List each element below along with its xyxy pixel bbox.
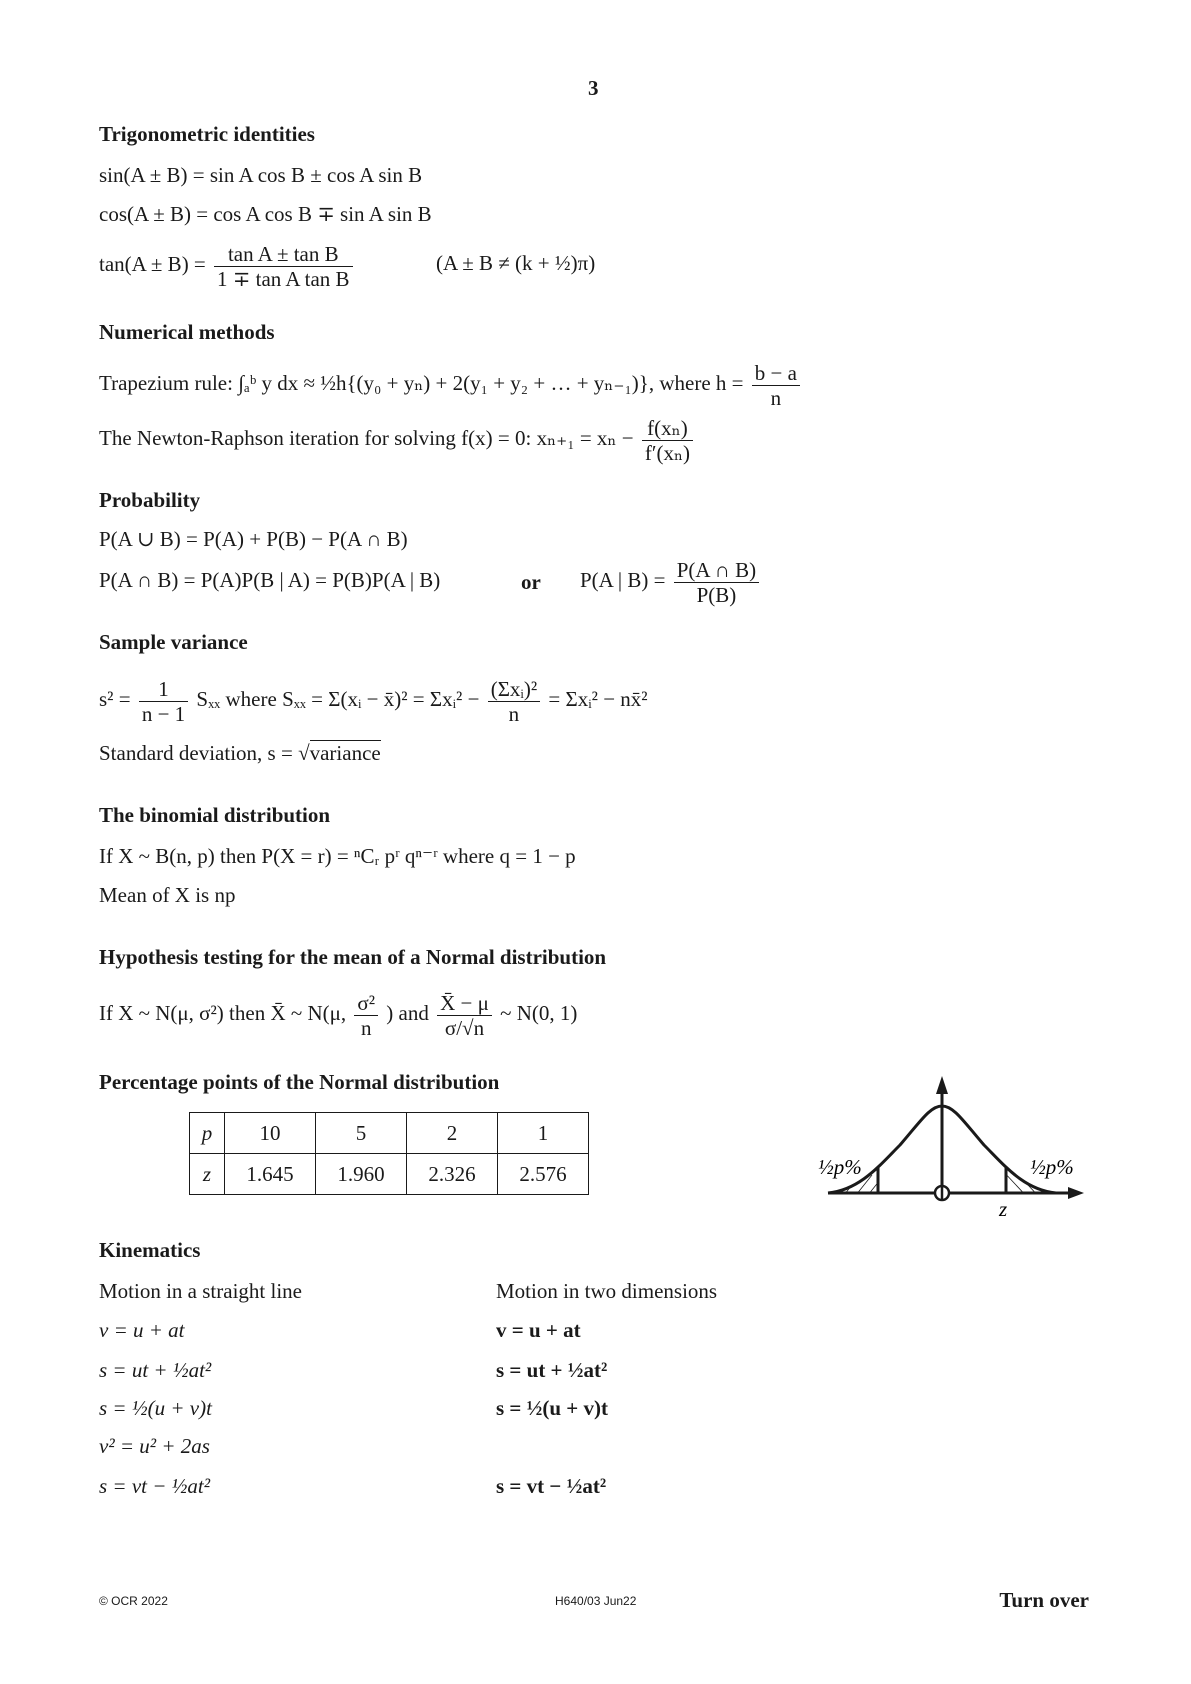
newton-text: The Newton-Raphson iteration for solving f(x) = 0: xₙ₊₁ = xₙ − — [99, 426, 634, 450]
probability-heading: Probability — [99, 488, 201, 512]
binomial-mean: Mean of X is np — [99, 883, 236, 907]
conditional-rule — [580, 554, 762, 607]
table-row-z — [190, 1154, 589, 1195]
p-cell: 2 — [407, 1113, 498, 1154]
z-cell: 1.645 — [225, 1154, 316, 1195]
newton-raphson — [99, 412, 696, 465]
two-d-eq: s = ut + ½at² — [496, 1358, 608, 1382]
z-axis-label: z — [999, 1197, 1008, 1221]
variance-formula — [99, 673, 648, 726]
normal-distribution-diagram — [780, 1060, 1110, 1230]
binomial-heading: The binomial distribution — [99, 803, 331, 827]
tan-numerator: tan A ± tan B — [214, 242, 353, 267]
two-d-eq: s = ½(u + v)t — [496, 1396, 609, 1420]
z-cell: 2.576 — [498, 1154, 589, 1195]
straight-eq: v = u + at — [99, 1318, 185, 1342]
straight-eq: s = vt − ½at² — [99, 1474, 211, 1498]
x-axis-arrow-icon — [1068, 1187, 1084, 1199]
trapezium-label: Trapezium rule: — [99, 371, 233, 395]
straight-eq: s = ½(u + v)t — [99, 1396, 212, 1420]
newton-numerator: f(xₙ) — [642, 416, 693, 441]
right-tail-label: ½p% — [1030, 1155, 1074, 1179]
union-rule: P(A ∪ B) = P(A) + P(B) − P(A ∩ B) — [99, 527, 408, 551]
p-cell: 1 — [498, 1113, 589, 1154]
page-number: 3 — [588, 76, 599, 100]
tan-fraction — [214, 242, 353, 291]
var-numerator: σ² — [354, 991, 378, 1016]
sxx-definition: Sₓₓ where Sₓₓ = Σ(xᵢ − x̄)² = Σxᵢ² − — [196, 687, 480, 711]
straight-eq: s = ut + ½at² — [99, 1358, 212, 1382]
sin-identity: sin(A ± B) = sin A cos B ± cos A sin B — [99, 163, 423, 187]
sum-fraction — [488, 677, 540, 726]
hypothesis-formula — [99, 987, 577, 1040]
newton-fraction — [642, 416, 693, 465]
sxx-end: = Σxᵢ² − nx̄² — [548, 687, 648, 711]
sd-text: Standard deviation, s = — [99, 741, 293, 765]
percentage-heading: Percentage points of the Normal distribution — [99, 1070, 500, 1094]
h-denominator: n — [770, 385, 782, 410]
footer-code: H640/03 Jun22 — [555, 1594, 637, 1608]
table-row-p — [190, 1113, 589, 1154]
s2-lhs: s² = — [99, 687, 131, 711]
hyp-part2: ) and — [386, 1001, 429, 1025]
tan-identity — [99, 238, 356, 291]
straight-line-heading: Motion in a straight line — [99, 1279, 302, 1303]
cos-identity: cos(A ± B) = cos A cos B ∓ sin A sin B — [99, 202, 432, 226]
sqrt-icon: √ — [298, 741, 310, 765]
footer-copyright: © OCR 2022 — [99, 1594, 168, 1608]
z-cell: 2.326 — [407, 1154, 498, 1195]
tan-condition: (A ± B ≠ (k + ½)π) — [436, 251, 596, 275]
conditional-denominator: P(B) — [696, 582, 737, 607]
z-label: z — [190, 1154, 225, 1195]
p-label: p — [190, 1113, 225, 1154]
percentage-points-table — [189, 1112, 589, 1195]
z-cell: 1.960 — [316, 1154, 407, 1195]
trapezium-formula: ∫ₐᵇ y dx ≈ ½h{(y₀ + yₙ) + 2(y₁ + y₂ + … + yₙ₋₁)}, where h = — [238, 371, 744, 395]
sum-denominator: n — [508, 701, 520, 726]
straight-eq: v² = u² + 2as — [99, 1434, 210, 1458]
trapezium-rule — [99, 357, 803, 410]
p-cell: 10 — [225, 1113, 316, 1154]
variance-fraction — [354, 991, 378, 1040]
s2-fraction — [139, 677, 188, 726]
trig-heading: Trigonometric identities — [99, 122, 315, 146]
s2-numerator: 1 — [139, 677, 188, 702]
sum-numerator: (Σxᵢ)² — [488, 677, 540, 702]
z-numerator: X̄ − μ — [437, 991, 492, 1016]
intersection-rule: P(A ∩ B) = P(A)P(B | A) = P(B)P(A | B) — [99, 568, 441, 592]
kinematics-heading: Kinematics — [99, 1238, 201, 1262]
var-denominator: n — [360, 1015, 372, 1040]
p-cell: 5 — [316, 1113, 407, 1154]
h-fraction — [752, 361, 800, 410]
left-tail-label: ½p% — [818, 1155, 862, 1179]
conditional-fraction — [674, 558, 759, 607]
z-denominator: σ/√n — [444, 1015, 485, 1040]
tan-denominator: 1 ∓ tan A tan B — [217, 266, 350, 291]
y-axis-arrow-icon — [936, 1076, 948, 1094]
conditional-lhs: P(A | B) = — [580, 568, 666, 592]
binomial-definition: If X ~ B(n, p) then P(X = r) = ⁿCᵣ pʳ qⁿ⁻ʳ where q = 1 − p — [99, 844, 576, 868]
turn-over-label: Turn over — [999, 1588, 1089, 1612]
two-d-eq: s = vt − ½at² — [496, 1474, 607, 1498]
conditional-numerator: P(A ∩ B) — [674, 558, 759, 583]
two-d-heading: Motion in two dimensions — [496, 1279, 718, 1303]
sd-radicand: variance — [309, 741, 381, 765]
hyp-part3: ~ N(0, 1) — [500, 1001, 578, 1025]
variance-heading: Sample variance — [99, 630, 248, 654]
hypothesis-heading: Hypothesis testing for the mean of a Normal distribution — [99, 945, 607, 969]
z-fraction — [437, 991, 492, 1040]
h-numerator: b − a — [752, 361, 800, 386]
tan-lhs: tan(A ± B) = — [99, 252, 206, 276]
two-d-eq: v = u + at — [496, 1318, 581, 1342]
or-label: or — [521, 570, 541, 594]
standard-deviation — [99, 740, 381, 766]
newton-denominator: f′(xₙ) — [644, 440, 691, 465]
numerical-heading: Numerical methods — [99, 320, 275, 344]
hyp-part1: If X ~ N(μ, σ²) then X̄ ~ N(μ, — [99, 1001, 347, 1025]
s2-denominator: n − 1 — [141, 701, 186, 726]
